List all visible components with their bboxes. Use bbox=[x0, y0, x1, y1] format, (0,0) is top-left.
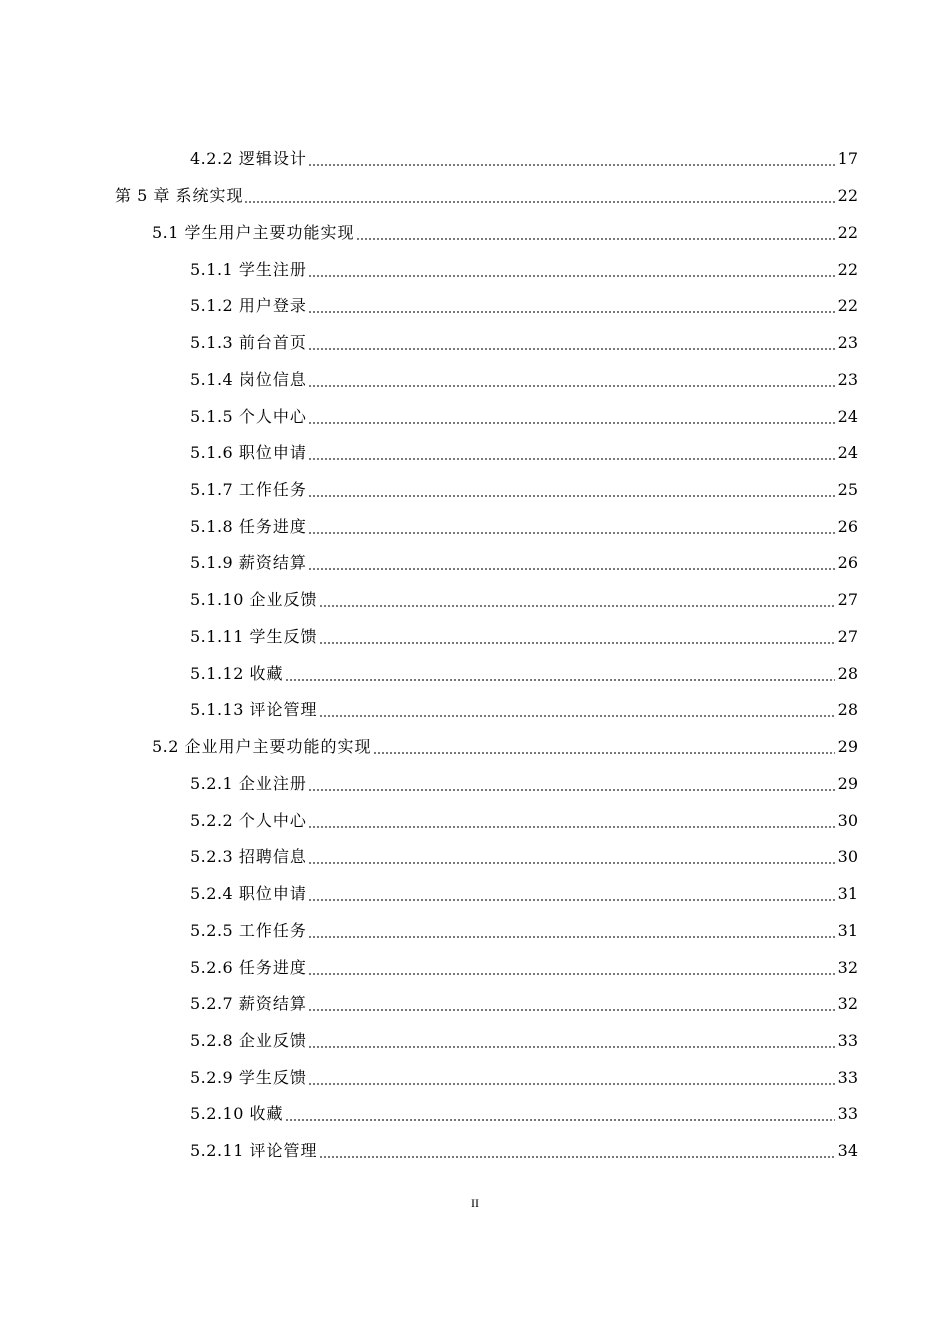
toc-entry-title: 企业注册 bbox=[238, 773, 307, 793]
toc-entry-page: 27 bbox=[837, 626, 858, 646]
toc-entry-number: 4.2.2 bbox=[190, 149, 234, 169]
toc-dot-leader bbox=[356, 238, 835, 240]
toc-dot-leader bbox=[319, 1156, 835, 1158]
toc-entry-title: 任务进度 bbox=[238, 957, 307, 977]
page-number-footer: II bbox=[471, 1196, 479, 1210]
toc-entry-number: 5.1.1 bbox=[190, 259, 234, 279]
toc-entry-title: 企业反馈 bbox=[238, 1030, 307, 1050]
toc-entry[interactable] bbox=[0, 1023, 950, 1060]
toc-entry-number: 5.1 bbox=[152, 222, 179, 242]
toc-entry[interactable] bbox=[0, 619, 950, 656]
toc-entry-page: 26 bbox=[837, 516, 858, 536]
toc-entry-title: 系统实现 bbox=[175, 186, 244, 206]
toc-entry-number: 5.1.2 bbox=[190, 296, 234, 316]
toc-dot-leader bbox=[308, 422, 835, 424]
toc-entry-number: 5.2.11 bbox=[190, 1141, 244, 1161]
toc-dot-leader bbox=[308, 311, 835, 313]
toc-entry[interactable] bbox=[0, 912, 950, 949]
toc-entry-number: 5.2 bbox=[152, 737, 179, 757]
toc-entry[interactable] bbox=[0, 765, 950, 802]
table-of-contents bbox=[0, 141, 950, 1170]
toc-entry[interactable] bbox=[0, 398, 950, 435]
toc-entry-number: 第 5 章 bbox=[115, 186, 170, 206]
toc-entry[interactable] bbox=[0, 141, 950, 178]
toc-entry-page: 25 bbox=[837, 479, 858, 499]
toc-dot-leader bbox=[308, 899, 835, 901]
toc-entry[interactable] bbox=[0, 472, 950, 509]
toc-entry[interactable] bbox=[0, 1096, 950, 1133]
toc-entry-number: 5.1.11 bbox=[190, 626, 244, 646]
toc-entry-page: 23 bbox=[837, 369, 858, 389]
toc-dot-leader bbox=[308, 348, 835, 350]
toc-entry-title: 招聘信息 bbox=[238, 847, 307, 867]
toc-entry-page: 28 bbox=[837, 663, 858, 683]
toc-entry-page: 33 bbox=[837, 1030, 858, 1050]
toc-dot-leader bbox=[319, 642, 835, 644]
toc-entry-number: 5.2.7 bbox=[190, 994, 234, 1014]
toc-dot-leader bbox=[308, 1046, 835, 1048]
toc-dot-leader bbox=[373, 752, 835, 754]
toc-entry[interactable] bbox=[0, 802, 950, 839]
toc-entry-page: 30 bbox=[837, 847, 858, 867]
toc-entry-title: 职位申请 bbox=[238, 443, 307, 463]
toc-entry-title: 工作任务 bbox=[238, 479, 307, 499]
toc-dot-leader bbox=[308, 385, 835, 387]
toc-entry[interactable] bbox=[0, 692, 950, 729]
toc-entry[interactable] bbox=[0, 582, 950, 619]
toc-dot-leader bbox=[308, 275, 835, 277]
toc-entry[interactable] bbox=[0, 178, 950, 215]
toc-entry-number: 5.1.6 bbox=[190, 443, 234, 463]
toc-entry-number: 5.1.12 bbox=[190, 663, 244, 683]
toc-entry-page: 32 bbox=[837, 994, 858, 1014]
toc-dot-leader bbox=[308, 458, 835, 460]
toc-entry-title: 用户登录 bbox=[238, 296, 307, 316]
toc-entry-page: 26 bbox=[837, 553, 858, 573]
toc-entry-page: 33 bbox=[837, 1104, 858, 1124]
toc-entry-title: 薪资结算 bbox=[238, 553, 307, 573]
toc-entry-number: 5.1.8 bbox=[190, 516, 234, 536]
toc-entry-page: 34 bbox=[837, 1141, 858, 1161]
toc-entry[interactable] bbox=[0, 949, 950, 986]
toc-dot-leader bbox=[308, 532, 835, 534]
toc-entry-title: 个人中心 bbox=[238, 406, 307, 426]
toc-entry-page: 28 bbox=[837, 700, 858, 720]
toc-entry-page: 24 bbox=[837, 443, 858, 463]
toc-entry[interactable] bbox=[0, 839, 950, 876]
toc-entry-title: 评论管理 bbox=[249, 1141, 318, 1161]
toc-entry-number: 5.1.3 bbox=[190, 333, 234, 353]
toc-dot-leader bbox=[244, 201, 834, 203]
toc-entry-title: 岗位信息 bbox=[238, 369, 307, 389]
toc-entry[interactable] bbox=[0, 214, 950, 251]
toc-entry[interactable] bbox=[0, 729, 950, 766]
toc-entry-number: 5.2.3 bbox=[190, 847, 234, 867]
toc-entry-title: 收藏 bbox=[249, 663, 284, 683]
toc-entry-number: 5.2.5 bbox=[190, 920, 234, 940]
toc-entry[interactable] bbox=[0, 361, 950, 398]
toc-entry-title: 工作任务 bbox=[238, 920, 307, 940]
toc-entry-page: 30 bbox=[837, 810, 858, 830]
toc-entry-title: 逻辑设计 bbox=[238, 149, 307, 169]
toc-entry-number: 5.1.5 bbox=[190, 406, 234, 426]
toc-entry-title: 职位申请 bbox=[238, 884, 307, 904]
toc-entry-title: 企业用户主要功能的实现 bbox=[184, 737, 372, 757]
toc-entry[interactable] bbox=[0, 508, 950, 545]
toc-entry[interactable] bbox=[0, 325, 950, 362]
toc-entry-title: 学生注册 bbox=[238, 259, 307, 279]
toc-dot-leader bbox=[308, 1009, 835, 1011]
toc-entry[interactable] bbox=[0, 986, 950, 1023]
toc-entry-title: 企业反馈 bbox=[249, 590, 318, 610]
toc-entry-number: 5.1.9 bbox=[190, 553, 234, 573]
toc-dot-leader bbox=[308, 495, 835, 497]
toc-dot-leader bbox=[308, 936, 835, 938]
toc-entry-title: 学生用户主要功能实现 bbox=[184, 222, 355, 242]
toc-entry-number: 5.1.10 bbox=[190, 590, 244, 610]
toc-entry-number: 5.1.13 bbox=[190, 700, 244, 720]
toc-entry-page: 23 bbox=[837, 333, 858, 353]
toc-entry-page: 22 bbox=[837, 296, 858, 316]
toc-dot-leader bbox=[308, 862, 835, 864]
toc-entry-page: 22 bbox=[837, 186, 858, 206]
toc-dot-leader bbox=[308, 789, 835, 791]
toc-entry-number: 5.2.2 bbox=[190, 810, 234, 830]
toc-entry-title: 学生反馈 bbox=[238, 1067, 307, 1087]
toc-entry-page: 22 bbox=[837, 259, 858, 279]
toc-entry-page: 31 bbox=[837, 884, 858, 904]
toc-entry[interactable] bbox=[0, 435, 950, 472]
toc-entry-title: 前台首页 bbox=[238, 333, 307, 353]
toc-entry-page: 29 bbox=[837, 737, 858, 757]
toc-entry-page: 22 bbox=[837, 222, 858, 242]
toc-entry-page: 31 bbox=[837, 920, 858, 940]
toc-entry[interactable] bbox=[0, 251, 950, 288]
toc-dot-leader bbox=[308, 973, 835, 975]
toc-entry[interactable] bbox=[0, 876, 950, 913]
toc-entry[interactable] bbox=[0, 655, 950, 692]
toc-entry-title: 任务进度 bbox=[238, 516, 307, 536]
toc-entry[interactable] bbox=[0, 545, 950, 582]
toc-entry[interactable] bbox=[0, 1133, 950, 1170]
toc-entry-number: 5.2.4 bbox=[190, 884, 234, 904]
toc-entry-number: 5.2.10 bbox=[190, 1104, 244, 1124]
toc-entry-page: 29 bbox=[837, 773, 858, 793]
toc-dot-leader bbox=[308, 568, 835, 570]
toc-dot-leader bbox=[319, 715, 835, 717]
toc-entry-number: 5.2.1 bbox=[190, 773, 234, 793]
toc-entry-title: 薪资结算 bbox=[238, 994, 307, 1014]
toc-dot-leader bbox=[308, 826, 835, 828]
toc-entry-title: 个人中心 bbox=[238, 810, 307, 830]
toc-dot-leader bbox=[285, 1119, 835, 1121]
toc-entry-title: 学生反馈 bbox=[249, 626, 318, 646]
toc-dot-leader bbox=[319, 605, 835, 607]
toc-dot-leader bbox=[308, 164, 835, 166]
toc-dot-leader bbox=[308, 1083, 835, 1085]
toc-entry-title: 收藏 bbox=[249, 1104, 284, 1124]
toc-entry-number: 5.1.7 bbox=[190, 479, 234, 499]
toc-entry-title: 评论管理 bbox=[249, 700, 318, 720]
toc-entry-page: 32 bbox=[837, 957, 858, 977]
toc-entry-page: 33 bbox=[837, 1067, 858, 1087]
toc-entry-page: 17 bbox=[837, 149, 858, 169]
toc-dot-leader bbox=[285, 679, 835, 681]
toc-entry-page: 27 bbox=[837, 590, 858, 610]
toc-entry-number: 5.1.4 bbox=[190, 369, 234, 389]
toc-entry-page: 24 bbox=[837, 406, 858, 426]
toc-entry-number: 5.2.8 bbox=[190, 1030, 234, 1050]
toc-entry-number: 5.2.6 bbox=[190, 957, 234, 977]
toc-entry[interactable] bbox=[0, 1059, 950, 1096]
toc-entry[interactable] bbox=[0, 288, 950, 325]
toc-entry-number: 5.2.9 bbox=[190, 1067, 234, 1087]
